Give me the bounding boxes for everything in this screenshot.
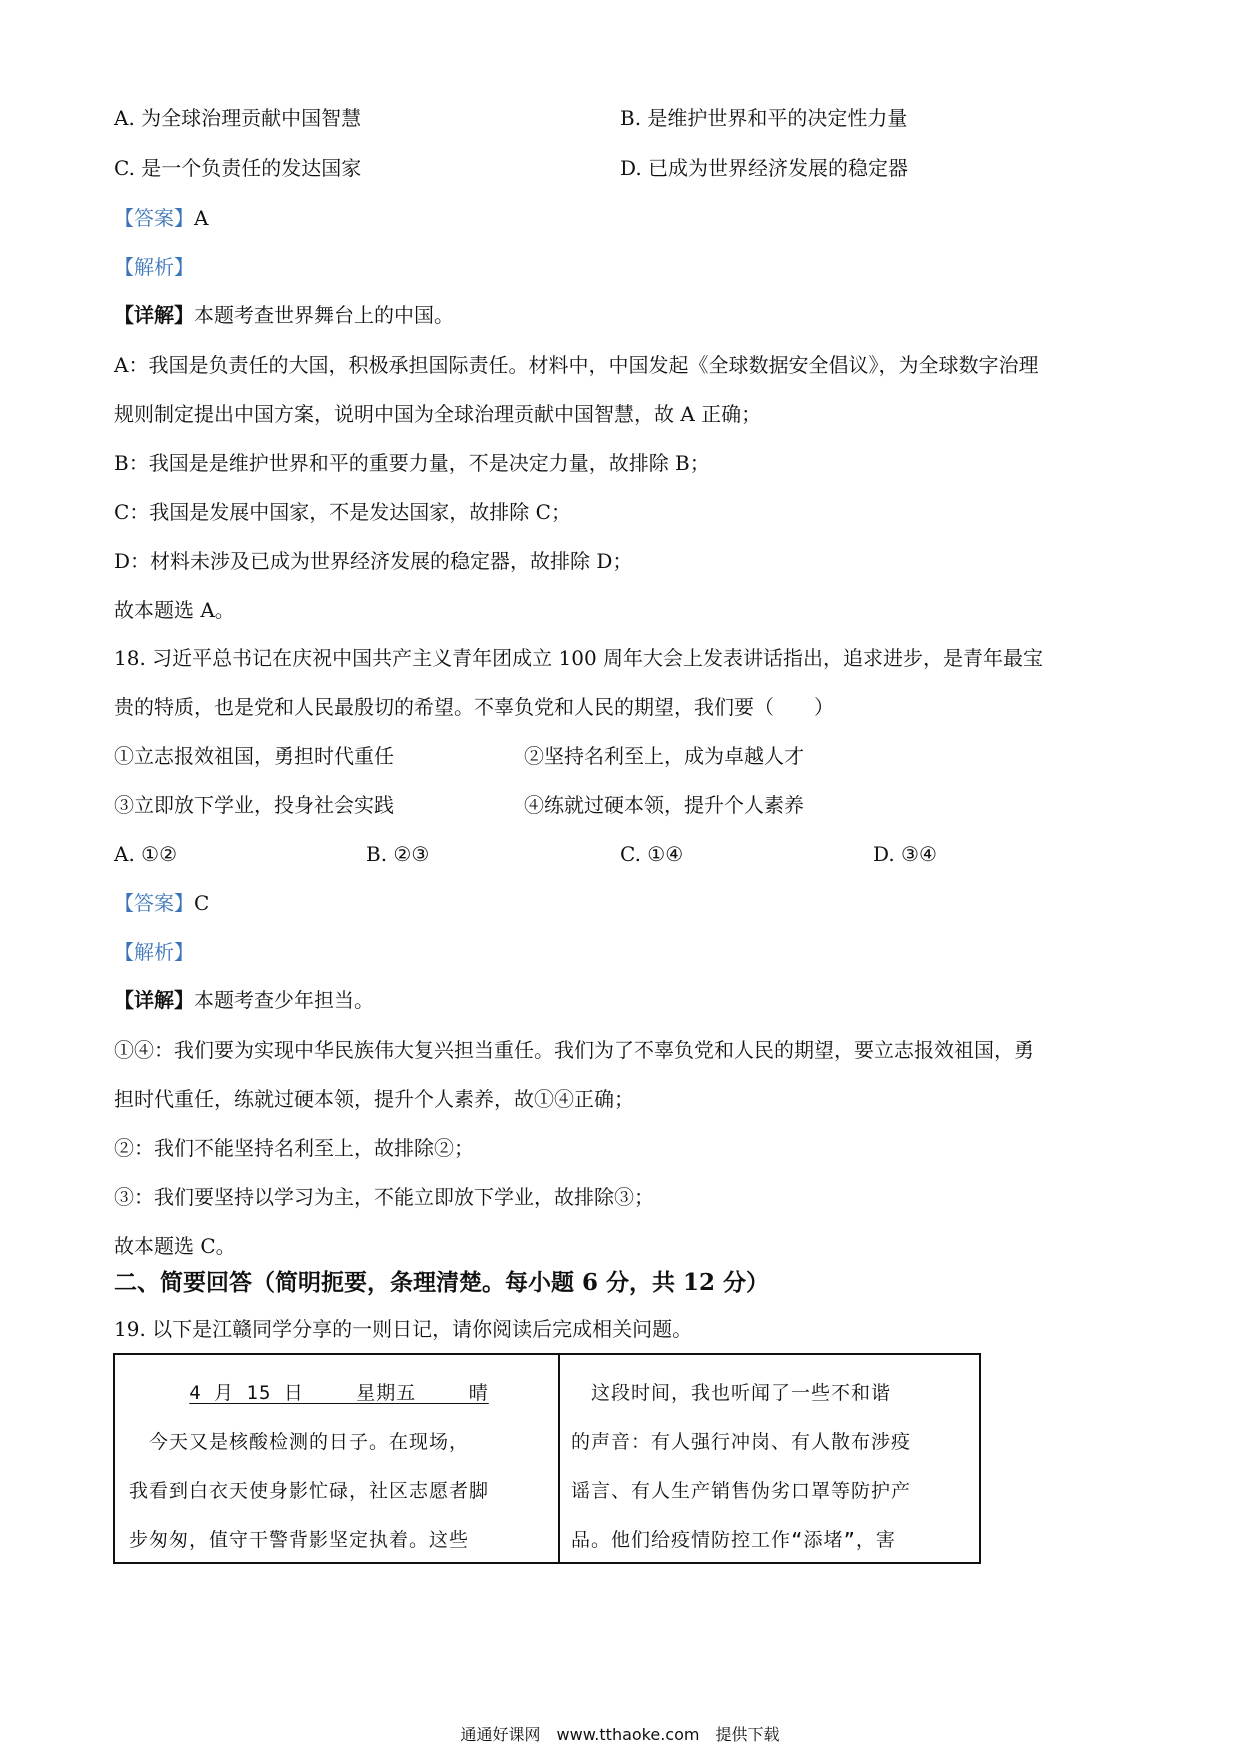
diary-divider	[558, 1355, 560, 1562]
q18-statement-2: ②坚持名利至上，成为卓越人才	[524, 744, 804, 768]
q18-explanation-line: 担时代重任，练就过硬本领，提升个人素养，故①④正确；	[114, 1087, 634, 1111]
q17-detail	[114, 300, 1134, 330]
q18-choice-c: C. ①④	[620, 842, 684, 866]
q17-option-a: A. 为全球治理贡献中国智慧	[114, 106, 362, 130]
answer-tag: 【答案】	[114, 206, 194, 230]
q17-explanation-line: D：材料未涉及已成为世界经济发展的稳定器，故排除 D；	[114, 549, 633, 573]
q18-choice-b: B. ②③	[366, 842, 430, 866]
q18-explanation-line: ①④：我们要为实现中华民族伟大复兴担当重任。我们为了不辜负党和人民的期望，要立志报效祖国，勇	[114, 1038, 1034, 1062]
q17-conclusion: 故本题选 A。	[114, 598, 235, 622]
section-heading: 二、简要回答（简明扼要，条理清楚。每小题 6 分，共 12 分）	[114, 1269, 770, 1296]
detail-text: 本题考查少年担当。	[194, 988, 374, 1012]
q18-choice-d: D. ③④	[873, 842, 937, 866]
diary-right-column	[571, 1369, 971, 1565]
q17-explanation-line: A：我国是负责任的大国，积极承担国际责任。材料中，中国发起《全球数据安全倡议》，为全球数字治理	[114, 353, 1039, 377]
q18-explanation-line: ②：我们不能坚持名利至上，故排除②；	[114, 1136, 474, 1160]
q18-choice-a: A. ①②	[114, 842, 178, 866]
q17-answer	[114, 203, 1134, 233]
q18-statement-1: ①立志报效祖国，勇担时代重任	[114, 744, 394, 768]
detail-tag: 【详解】	[114, 303, 194, 327]
diary-date-line: 4 月 15 日 星期五 晴	[189, 1382, 489, 1404]
q19-stem: 19. 以下是江赣同学分享的一则日记，请你阅读后完成相关问题。	[114, 1317, 693, 1341]
q18-answer	[114, 888, 1134, 918]
q18-detail	[114, 985, 1134, 1015]
diary-right-line: 谣言、有人生产销售伪劣口罩等防护产	[571, 1480, 912, 1502]
q17-option-b: B. 是维护世界和平的决定性力量	[620, 106, 908, 130]
q18-explanation-line: ③：我们要坚持以学习为主，不能立即放下学业，故排除③；	[114, 1185, 654, 1209]
diary-right-line: 品。他们给疫情防控工作“添堵”，害	[571, 1529, 896, 1551]
diary-box	[113, 1353, 981, 1564]
q17-explanation-line: B：我国是是维护世界和平的重要力量，不是决定力量，故排除 B；	[114, 451, 710, 475]
diary-left-line: 步匆匆，值守干警背影坚定执着。这些	[129, 1529, 470, 1551]
q17-option-c: C. 是一个负责任的发达国家	[114, 156, 362, 180]
q17-explanation-line: C：我国是发展中国家，不是发达国家，故排除 C；	[114, 500, 571, 524]
q18-statement-4: ④练就过硬本领，提升个人素养	[524, 793, 804, 817]
q18-conclusion: 故本题选 C。	[114, 1234, 236, 1258]
answer-value: C	[194, 891, 210, 915]
q17-option-d: D. 已成为世界经济发展的稳定器	[620, 156, 909, 180]
q18-stem-line: 贵的特质，也是党和人民最殷切的希望。不辜负党和人民的期望，我们要（ ）	[114, 695, 834, 719]
diary-left-column	[129, 1369, 549, 1565]
answer-value: A	[194, 206, 209, 230]
detail-text: 本题考查世界舞台上的中国。	[194, 303, 454, 327]
diary-right-line: 这段时间，我也听闻了一些不和谐	[571, 1382, 892, 1404]
page-footer: 通通好课网 www.tthaoke.com 提供下载	[460, 1725, 780, 1744]
q18-analysis-tag: 【解析】	[114, 940, 194, 964]
diary-right-line: 的声音：有人强行冲岗、有人散布涉疫	[571, 1431, 912, 1453]
q18-statement-3: ③立即放下学业，投身社会实践	[114, 793, 394, 817]
diary-left-line: 我看到白衣天使身影忙碌，社区志愿者脚	[129, 1480, 490, 1502]
q17-analysis-tag: 【解析】	[114, 255, 194, 279]
diary-left-line: 今天又是核酸检测的日子。在现场，	[129, 1431, 470, 1453]
answer-tag: 【答案】	[114, 891, 194, 915]
diary-date-row	[129, 1369, 549, 1418]
q17-explanation-line: 规则制定提出中国方案，说明中国为全球治理贡献中国智慧，故 A 正确；	[114, 402, 762, 426]
q18-stem-line: 18. 习近平总书记在庆祝中国共产主义青年团成立 100 周年大会上发表讲话指出，追求进步，是青年最宝	[114, 646, 1044, 670]
detail-tag: 【详解】	[114, 988, 194, 1012]
